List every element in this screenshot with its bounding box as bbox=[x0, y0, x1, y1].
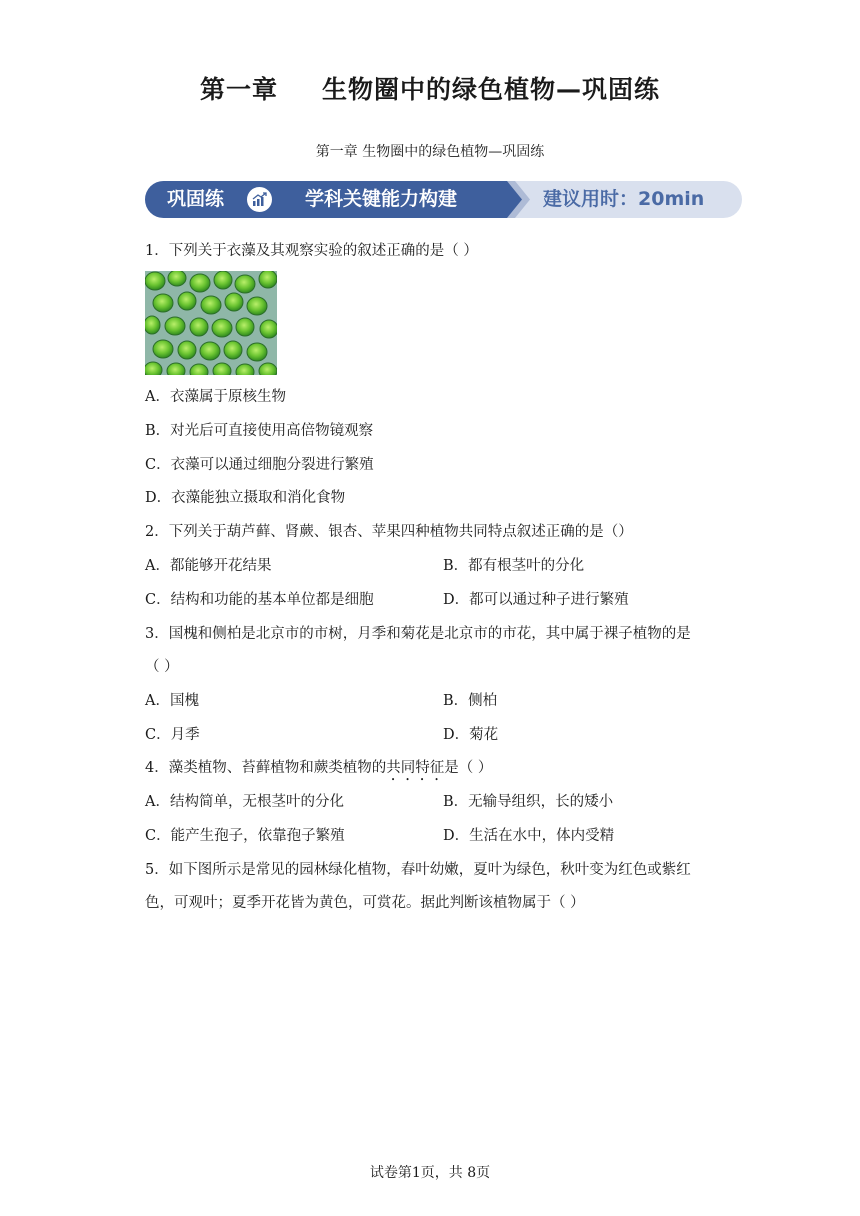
banner-suggested-time: 建议用时：20min bbox=[543, 188, 705, 210]
title-topic: 生物圈中的绿色植物—巩固练 bbox=[322, 75, 661, 104]
title-chapter: 第一章 bbox=[199, 75, 278, 104]
question-3-stem-line2: （ ） bbox=[145, 659, 179, 675]
page-footer: 试卷第1页，共 8页 bbox=[369, 1165, 491, 1181]
question-1-option-b: B．对光后可直接使用高倍物镜观察 bbox=[145, 423, 374, 439]
page-title bbox=[0, 70, 860, 106]
question-4-option-b: B．无输导组织，长的矮小 bbox=[443, 794, 614, 810]
banner-label-ability: 学科关键能力构建 bbox=[305, 188, 458, 210]
section-banner bbox=[145, 181, 742, 218]
question-3-option-d: D．菊花 bbox=[443, 727, 499, 743]
question-4-stem-emphasis: 共同特征 bbox=[386, 760, 445, 776]
question-4-option-a: A．结构简单，无根茎叶的分化 bbox=[145, 794, 344, 810]
question-1-option-d: D．衣藻能独立摄取和消化食物 bbox=[145, 490, 346, 506]
question-2-option-b: B．都有根茎叶的分化 bbox=[443, 558, 585, 574]
question-3-option-a: A．国槐 bbox=[145, 693, 199, 709]
question-3-stem-line1: 3．国槐和侧柏是北京市的市树，月季和菊花是北京市的市花，其中属于裸子植物的是 bbox=[145, 626, 691, 642]
chlamydomonas-micrograph bbox=[145, 271, 277, 375]
banner-label-practice: 巩固练 bbox=[167, 188, 225, 210]
question-3-option-b: B．侧柏 bbox=[443, 693, 498, 709]
question-1-option-a: A．衣藻属于原核生物 bbox=[145, 389, 286, 405]
question-3-option-c: C．月季 bbox=[145, 727, 200, 743]
question-2-stem: 2．下列关于葫芦藓、肾蕨、银杏、苹果四种植物共同特点叙述正确的是（） bbox=[145, 524, 633, 540]
question-1-option-c: C．衣藻可以通过细胞分裂进行繁殖 bbox=[145, 457, 374, 473]
page-subtitle: 第一章 生物圈中的绿色植物—巩固练 bbox=[315, 144, 545, 160]
question-4-option-d: D．生活在水中，体内受精 bbox=[443, 828, 615, 844]
question-2-option-d: D．都可以通过种子进行繁殖 bbox=[443, 592, 629, 608]
question-4-option-c: C．能产生孢子，依靠孢子繁殖 bbox=[145, 828, 345, 844]
question-5-stem-line1: 5．如下图所示是常见的园林绿化植物，春叶幼嫩，夏叶为绿色，秋叶变为红色或紫红 bbox=[145, 862, 691, 878]
question-4-stem-post: 是（ ） bbox=[444, 760, 493, 776]
question-2-option-a: A．都能够开花结果 bbox=[145, 558, 272, 574]
question-1-stem: 1．下列关于衣藻及其观察实验的叙述正确的是（ ） bbox=[145, 243, 478, 259]
chart-growth-icon bbox=[245, 185, 274, 214]
question-4-stem-pre: 4．藻类植物、苔藓植物和蕨类植物的 bbox=[145, 760, 387, 776]
question-2-option-c: C．结构和功能的基本单位都是细胞 bbox=[145, 592, 374, 608]
question-4-stem bbox=[145, 757, 492, 784]
question-5-stem-line2: 色，可观叶；夏季开花皆为黄色，可赏花。据此判断该植物属于（ ） bbox=[145, 895, 585, 911]
